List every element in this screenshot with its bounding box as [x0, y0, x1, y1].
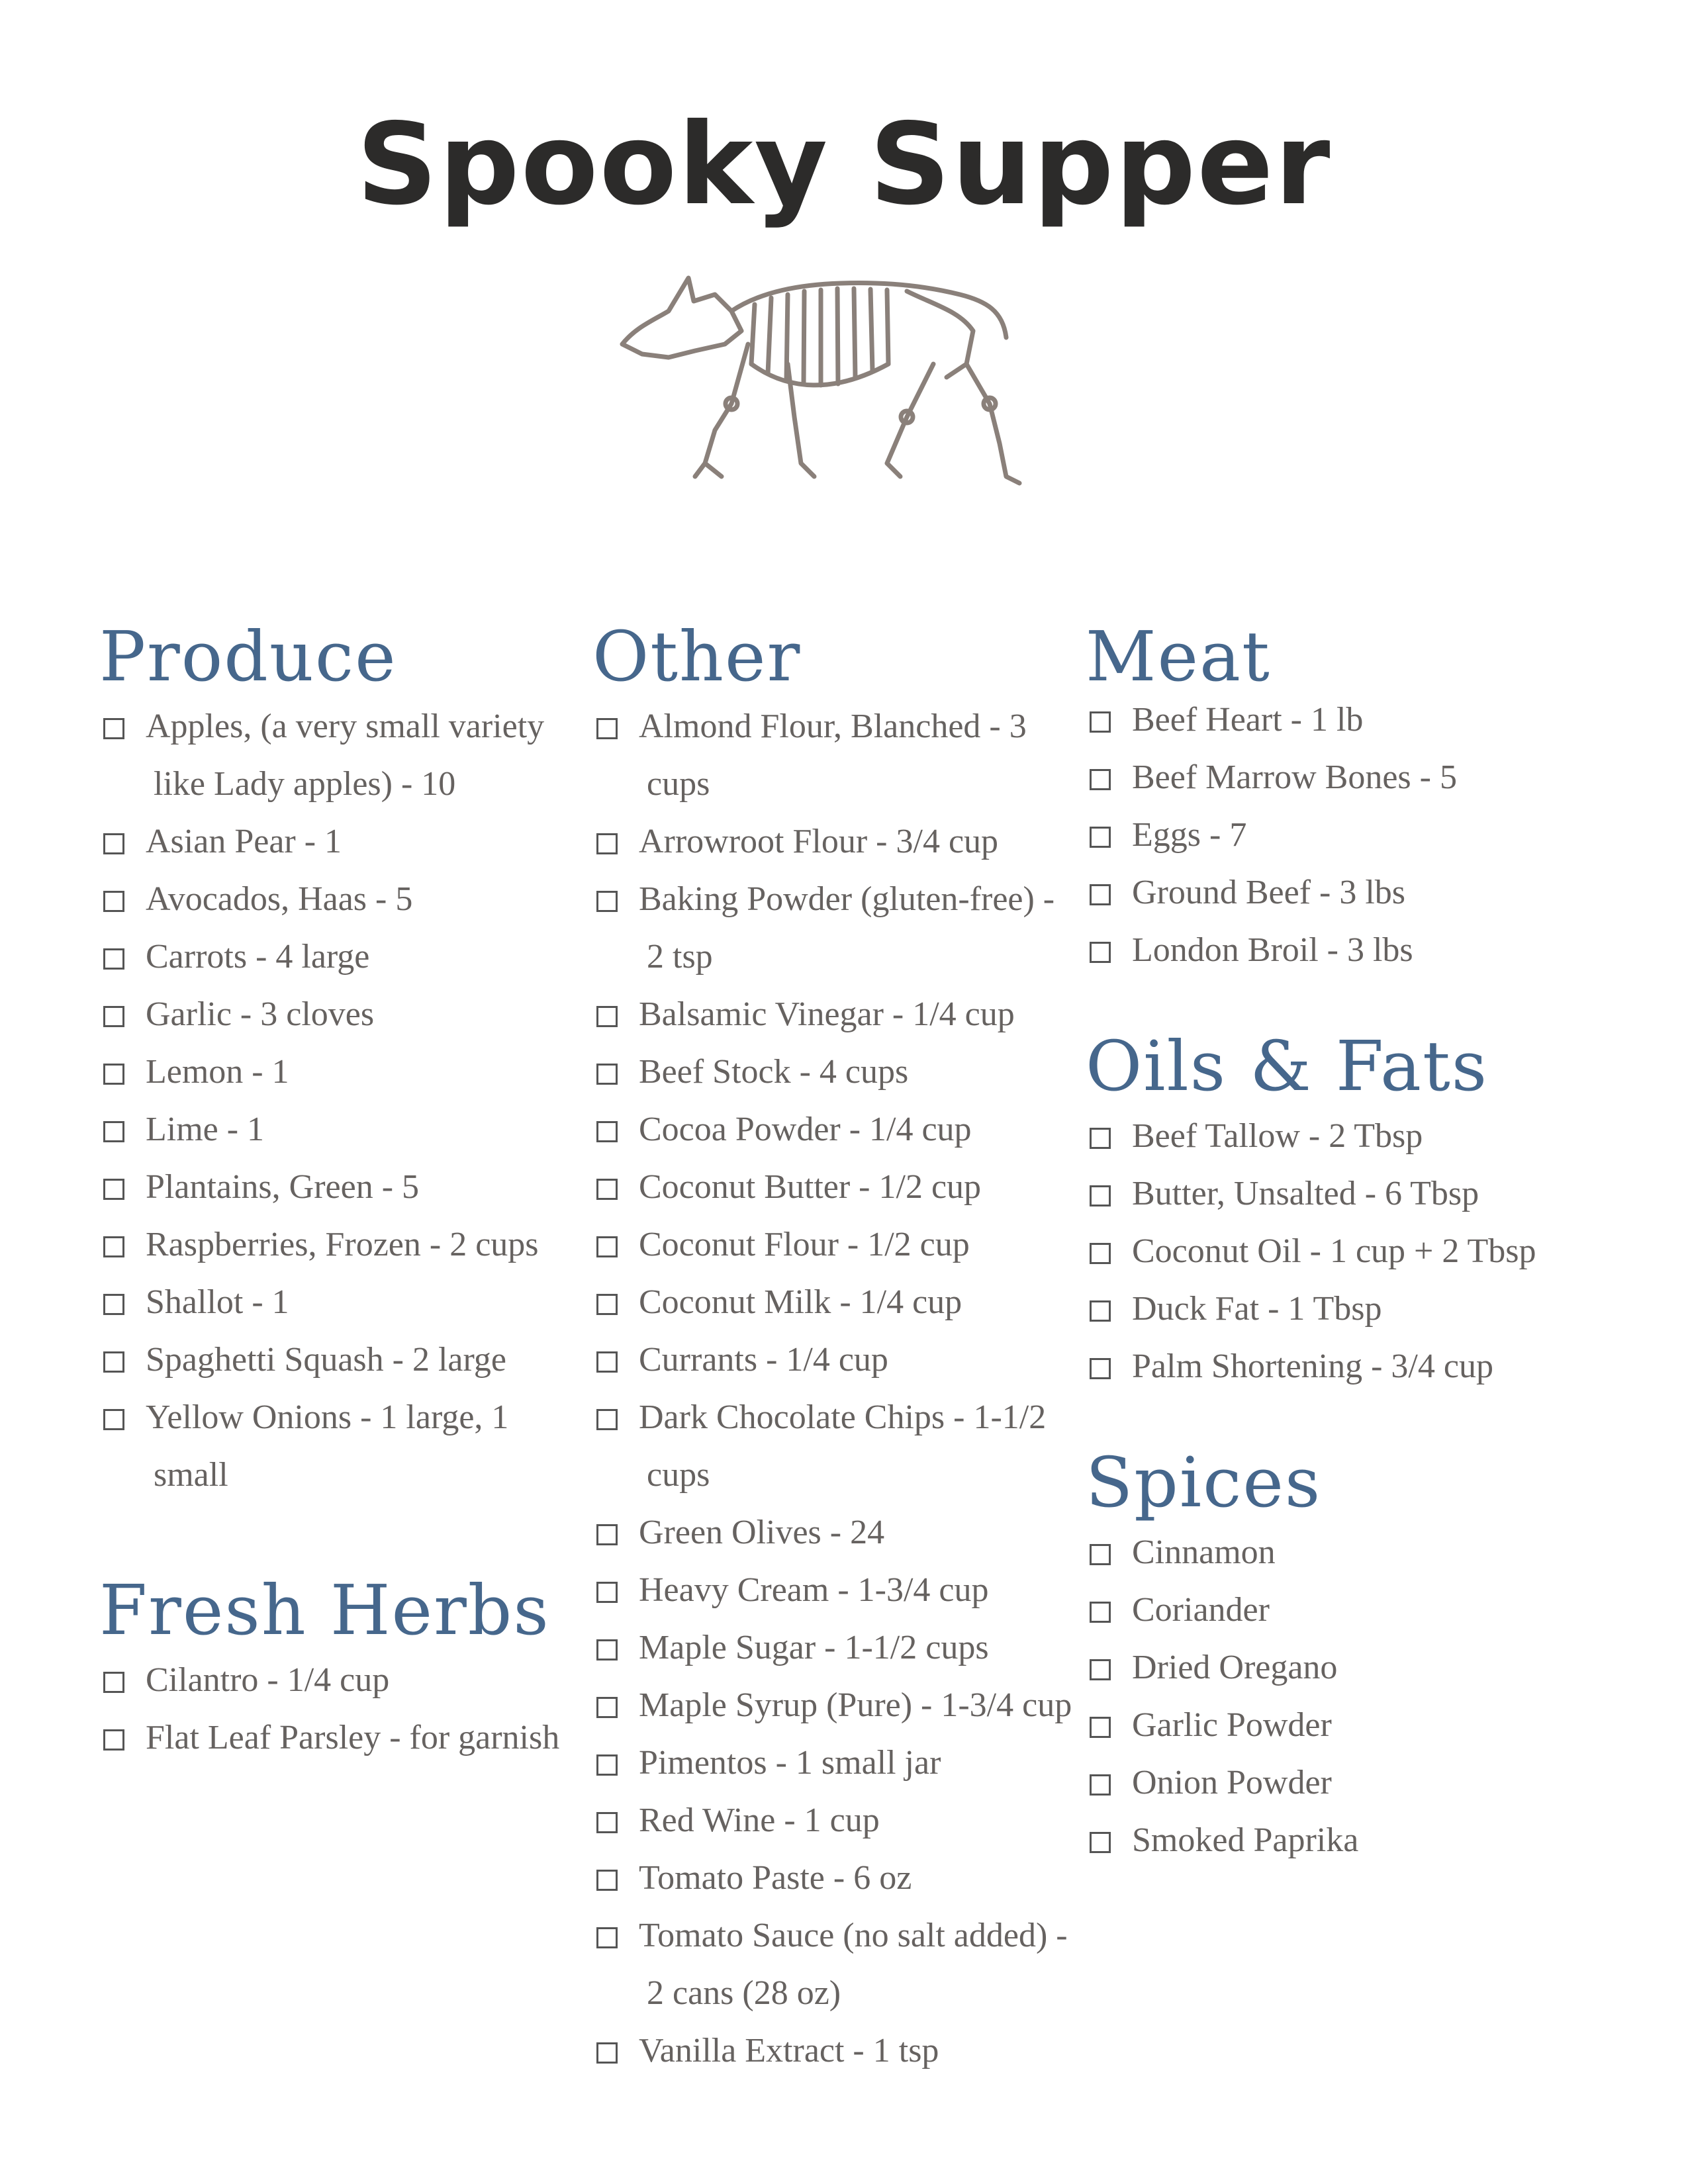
item-label: Currants - 1/4 cup: [639, 1341, 888, 1379]
checkbox[interactable]: [1090, 1300, 1111, 1322]
checklist-item[interactable]: [592, 1273, 1096, 1331]
checklist: [1086, 691, 1628, 979]
item-label: cups: [647, 1456, 710, 1494]
checkbox[interactable]: [596, 1064, 618, 1085]
item-label: 2 tsp: [647, 938, 713, 976]
checkbox[interactable]: [1090, 942, 1111, 963]
section-heading: Other: [592, 616, 802, 697]
checklist-item[interactable]: [1086, 1338, 1628, 1395]
checklist-item[interactable]: [592, 1216, 1096, 1273]
checklist-item[interactable]: [592, 1792, 1096, 1849]
section-heading: Fresh Herbs: [99, 1570, 550, 1651]
checklist-item[interactable]: [592, 1504, 1096, 1561]
checklist-item[interactable]: [592, 1734, 1096, 1792]
item-label: Lime - 1: [146, 1111, 265, 1148]
checklist-item[interactable]: [99, 813, 602, 870]
item-label: Dark Chocolate Chips - 1-1/2: [639, 1398, 1047, 1436]
checkbox[interactable]: [596, 718, 618, 739]
checklist: [1086, 1524, 1628, 1869]
item-label: Eggs - 7: [1132, 816, 1247, 854]
checkbox[interactable]: [596, 1524, 618, 1545]
checkbox[interactable]: [103, 1351, 124, 1373]
item-label: Tomato Paste - 6 oz: [639, 1859, 912, 1897]
other-section: [592, 615, 1096, 2079]
checklist-item[interactable]: [592, 1101, 1096, 1158]
item-label: Butter, Unsalted - 6 Tbsp: [1132, 1175, 1479, 1212]
item-label: Smoked Paprika: [1132, 1821, 1359, 1859]
checklist-item[interactable]: [1086, 1581, 1628, 1639]
section-heading: Oils & Fats: [1086, 1026, 1489, 1107]
item-label: like Lady apples) - 10: [154, 765, 456, 803]
checklist-item[interactable]: [1086, 1696, 1628, 1754]
checklist-item[interactable]: [1086, 749, 1628, 806]
checkbox[interactable]: [596, 2042, 618, 2064]
checkbox[interactable]: [596, 1179, 618, 1200]
item-label: Balsamic Vinegar - 1/4 cup: [639, 995, 1015, 1033]
checkbox[interactable]: [596, 1754, 618, 1776]
section-heading: Spices: [1086, 1442, 1322, 1523]
checkbox[interactable]: [1090, 1358, 1111, 1379]
checklist-item[interactable]: [1086, 1811, 1628, 1869]
checkbox[interactable]: [596, 1121, 618, 1142]
checklist-item[interactable]: [99, 928, 602, 985]
checkbox[interactable]: [103, 1236, 124, 1257]
item-label: Arrowroot Flour - 3/4 cup: [639, 823, 999, 860]
checkbox[interactable]: [596, 1927, 618, 1948]
checkbox[interactable]: [1090, 1659, 1111, 1680]
checklist-item[interactable]: [1086, 1222, 1628, 1280]
checkbox[interactable]: [596, 891, 618, 912]
checkbox[interactable]: [1090, 1243, 1111, 1264]
item-label: Yellow Onions - 1 large, 1: [146, 1398, 509, 1436]
item-label: Coconut Flour - 1/2 cup: [639, 1226, 970, 1263]
checklist-item[interactable]: [99, 1043, 602, 1101]
checkbox[interactable]: [596, 1006, 618, 1027]
section-heading: Produce: [99, 616, 397, 697]
item-label: London Broil - 3 lbs: [1132, 931, 1413, 969]
checkbox[interactable]: [1090, 769, 1111, 790]
checklist-item[interactable]: [99, 985, 602, 1043]
page-title: Spooky Supper: [356, 99, 1332, 230]
checkbox[interactable]: [103, 891, 124, 912]
checklist-item[interactable]: [99, 1158, 602, 1216]
item-label: Coconut Oil - 1 cup + 2 Tbsp: [1132, 1232, 1536, 1270]
item-label: Spaghetti Squash - 2 large: [146, 1341, 506, 1379]
item-label: Beef Heart - 1 lb: [1132, 701, 1364, 739]
checkbox[interactable]: [103, 948, 124, 970]
checklist-item[interactable]: [1086, 1280, 1628, 1338]
item-label: Dried Oregano: [1132, 1649, 1338, 1686]
checklist-item[interactable]: [592, 985, 1096, 1043]
item-label: Green Olives - 24: [639, 1514, 885, 1551]
checklist-item[interactable]: [99, 1216, 602, 1273]
checkbox[interactable]: [103, 1064, 124, 1085]
checkbox[interactable]: [103, 1409, 124, 1430]
checklist: [99, 1651, 602, 1766]
checklist-item[interactable]: [592, 1158, 1096, 1216]
checklist-item[interactable]: [99, 1651, 602, 1709]
section-heading: Meat: [1086, 616, 1271, 697]
checkbox[interactable]: [1090, 1128, 1111, 1149]
item-label: Heavy Cream - 1-3/4 cup: [639, 1571, 989, 1609]
checklist-item[interactable]: [99, 1388, 602, 1504]
item-label: Flat Leaf Parsley - for garnish: [146, 1719, 560, 1756]
checkbox[interactable]: [1090, 1774, 1111, 1796]
item-label: small: [154, 1456, 228, 1494]
item-label: Maple Syrup (Pure) - 1-3/4 cup: [639, 1686, 1072, 1724]
item-label: Maple Sugar - 1-1/2 cups: [639, 1629, 989, 1666]
item-label: Plantains, Green - 5: [146, 1168, 420, 1206]
checklist-item[interactable]: [592, 813, 1096, 870]
item-label: Onion Powder: [1132, 1764, 1332, 1801]
checklist-item[interactable]: [99, 1101, 602, 1158]
checklist-item[interactable]: [592, 2022, 1096, 2079]
item-label: Beef Tallow - 2 Tbsp: [1132, 1117, 1423, 1155]
checklist-item[interactable]: [1086, 1107, 1628, 1165]
checkbox[interactable]: [596, 1294, 618, 1315]
checklist-item[interactable]: [592, 1907, 1096, 2022]
checklist-item[interactable]: [1086, 691, 1628, 749]
item-label: Coriander: [1132, 1591, 1270, 1629]
checklist-item[interactable]: [592, 870, 1096, 985]
item-label: Lemon - 1: [146, 1053, 289, 1091]
checklist-item[interactable]: [592, 698, 1096, 813]
boar-skeleton-icon: [616, 265, 1026, 490]
checklist-item[interactable]: [1086, 1165, 1628, 1222]
checkbox[interactable]: [1090, 827, 1111, 848]
item-label: Asian Pear - 1: [146, 823, 342, 860]
checkbox[interactable]: [1090, 884, 1111, 905]
item-label: Beef Stock - 4 cups: [639, 1053, 909, 1091]
checkbox[interactable]: [596, 1697, 618, 1718]
checkbox[interactable]: [103, 1729, 124, 1751]
checkbox[interactable]: [596, 1639, 618, 1661]
item-label: Almond Flour, Blanched - 3: [639, 707, 1027, 745]
item-label: Ground Beef - 3 lbs: [1132, 874, 1406, 911]
item-label: Duck Fat - 1 Tbsp: [1132, 1290, 1382, 1328]
item-label: Pimentos - 1 small jar: [639, 1744, 941, 1782]
item-label: Garlic - 3 cloves: [146, 995, 375, 1033]
checkbox[interactable]: [596, 1812, 618, 1833]
checkbox[interactable]: [596, 1870, 618, 1891]
item-label: Coconut Butter - 1/2 cup: [639, 1168, 982, 1206]
item-label: Vanilla Extract - 1 tsp: [639, 2032, 939, 2070]
checklist-item[interactable]: [1086, 921, 1628, 979]
checklist-item[interactable]: [99, 870, 602, 928]
checkbox[interactable]: [1090, 711, 1111, 733]
item-label: cups: [647, 765, 710, 803]
checklist-item[interactable]: [1086, 1639, 1628, 1696]
checklist: [592, 698, 1096, 2079]
checkbox[interactable]: [1090, 1602, 1111, 1623]
checkbox[interactable]: [103, 1121, 124, 1142]
checkbox[interactable]: [1090, 1544, 1111, 1565]
checkbox[interactable]: [1090, 1717, 1111, 1738]
item-label: Raspberries, Frozen - 2 cups: [146, 1226, 539, 1263]
checklist-item[interactable]: [99, 698, 602, 813]
item-label: Coconut Milk - 1/4 cup: [639, 1283, 962, 1321]
item-label: Cocoa Powder - 1/4 cup: [639, 1111, 972, 1148]
checkbox[interactable]: [103, 833, 124, 854]
item-label: Tomato Sauce (no salt added) -: [639, 1917, 1068, 1954]
checkbox[interactable]: [103, 1294, 124, 1315]
checklist-item[interactable]: [1086, 1524, 1628, 1581]
checkbox[interactable]: [103, 1006, 124, 1027]
checkbox[interactable]: [1090, 1185, 1111, 1206]
checklist-item[interactable]: [592, 1676, 1096, 1734]
item-label: Red Wine - 1 cup: [639, 1801, 880, 1839]
checklist: [99, 698, 602, 1504]
item-label: Avocados, Haas - 5: [146, 880, 413, 918]
checklist-item[interactable]: [1086, 806, 1628, 864]
checklist-item[interactable]: [592, 1388, 1096, 1504]
checklist-item[interactable]: [592, 1849, 1096, 1907]
item-label: Carrots - 4 large: [146, 938, 370, 976]
checkbox[interactable]: [103, 1179, 124, 1200]
checkbox[interactable]: [596, 1236, 618, 1257]
item-label: Baking Powder (gluten-free) -: [639, 880, 1055, 918]
item-label: Garlic Powder: [1132, 1706, 1332, 1744]
item-label: Beef Marrow Bones - 5: [1132, 758, 1457, 796]
checklist-item[interactable]: [592, 1331, 1096, 1388]
checkbox[interactable]: [596, 1409, 618, 1430]
checklist-item[interactable]: [99, 1709, 602, 1766]
item-label: Cinnamon: [1132, 1533, 1276, 1571]
meat-section: [1086, 615, 1628, 1869]
checklist-item[interactable]: [99, 1273, 602, 1331]
checklist-item[interactable]: [1086, 864, 1628, 921]
checklist-item[interactable]: [592, 1561, 1096, 1619]
checkbox[interactable]: [596, 1351, 618, 1373]
checklist-item[interactable]: [592, 1043, 1096, 1101]
checklist: [1086, 1107, 1628, 1395]
item-label: 2 cans (28 oz): [647, 1974, 841, 2012]
checklist-item[interactable]: [592, 1619, 1096, 1676]
item-label: Apples, (a very small variety: [146, 707, 545, 745]
checkbox[interactable]: [1090, 1832, 1111, 1853]
produce-section: [99, 615, 602, 1766]
item-label: Cilantro - 1/4 cup: [146, 1661, 390, 1699]
item-label: Palm Shortening - 3/4 cup: [1132, 1347, 1493, 1385]
item-label: Shallot - 1: [146, 1283, 289, 1321]
checkbox[interactable]: [103, 1672, 124, 1693]
checkbox[interactable]: [103, 718, 124, 739]
checkbox[interactable]: [596, 1582, 618, 1603]
checklist-item[interactable]: [99, 1331, 602, 1388]
checklist-item[interactable]: [1086, 1754, 1628, 1811]
checkbox[interactable]: [596, 833, 618, 854]
